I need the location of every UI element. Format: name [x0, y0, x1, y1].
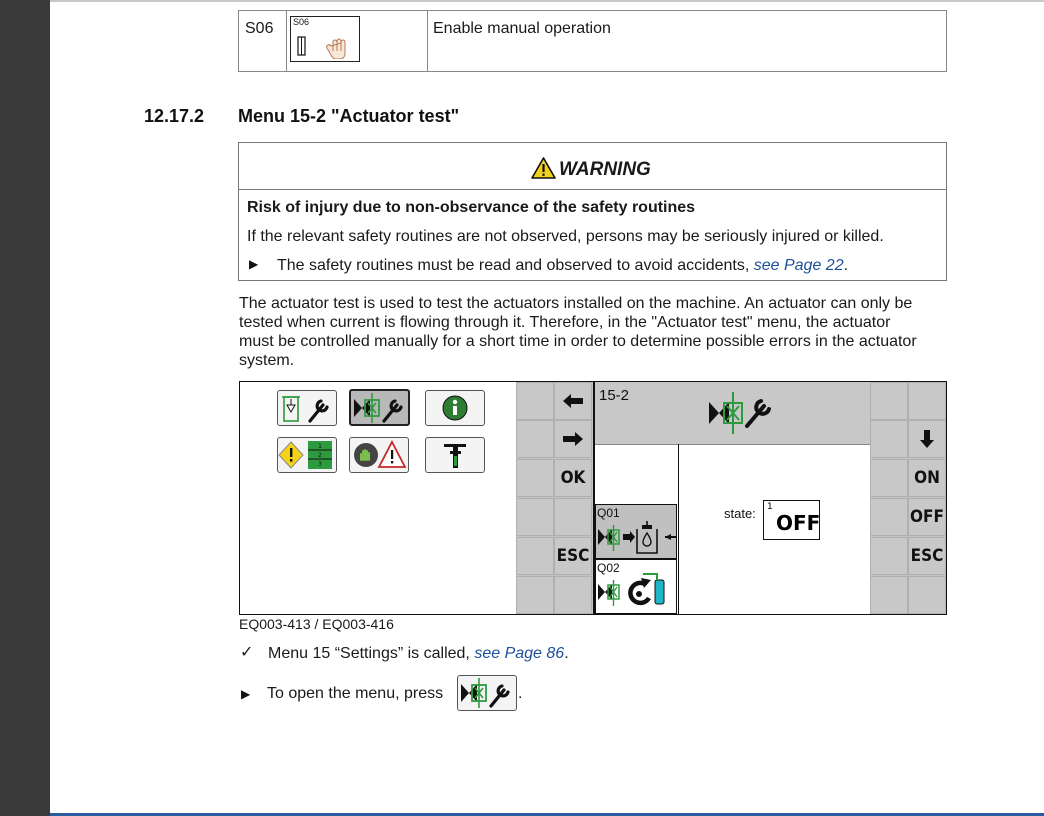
warning-instruction	[277, 256, 848, 275]
arrow-right-icon	[563, 432, 583, 446]
state-label: state:	[724, 506, 756, 521]
key-blank[interactable]	[870, 537, 908, 575]
diagnostics-list-icon	[277, 437, 337, 473]
component-table-row	[238, 10, 947, 72]
warning-header	[239, 143, 946, 190]
info-icon	[425, 390, 485, 426]
valve-rotation-icon	[597, 566, 677, 612]
precondition-text: Menu 15 “Settings” is called,	[268, 645, 470, 662]
key-blank[interactable]	[554, 576, 592, 614]
warning-link[interactable]: see Page 22	[753, 257, 844, 274]
component-description: Enable manual operation	[433, 20, 611, 37]
body-line: must be controlled manually for a short time in order to determine possible errors in the actuator	[239, 333, 917, 350]
key-blank[interactable]	[516, 498, 554, 536]
body-line: system.	[239, 352, 295, 369]
menu-number: 15-2	[599, 387, 630, 404]
figure-caption: EQ003-413 / EQ003-416	[239, 616, 394, 632]
on-key[interactable]: ON	[908, 459, 946, 497]
step-triangle-icon: ▶	[241, 687, 251, 701]
key-blank[interactable]	[870, 420, 908, 458]
component-code: S06	[245, 20, 274, 37]
off-key[interactable]: OFF	[908, 498, 946, 536]
section-title: Menu 15-2 "Actuator test"	[238, 106, 460, 126]
precondition-link[interactable]: see Page 86	[474, 645, 565, 662]
esc-key-right[interactable]: ESC	[908, 537, 946, 575]
warning-triangle-icon	[531, 157, 556, 179]
arrow-down-icon	[920, 430, 934, 448]
arrow-left-icon	[563, 394, 583, 408]
checkmark-icon: ✓	[240, 644, 254, 661]
document-page	[50, 0, 1044, 813]
menu-header	[595, 382, 870, 445]
item-label: Q01	[597, 506, 620, 520]
body-paragraph	[239, 294, 959, 370]
icon-cell	[286, 11, 428, 71]
section-number: 12.17.2	[144, 106, 205, 126]
actuator-test-header-icon	[707, 390, 779, 436]
esc-key-left[interactable]: ESC	[554, 537, 592, 575]
actuator-item-q02[interactable]	[595, 559, 677, 614]
key-blank[interactable]	[908, 382, 946, 420]
warning-heading: Risk of injury due to non-observance of the safety routines	[247, 199, 696, 216]
actuator-test-button-icon[interactable]	[457, 675, 517, 711]
icon-label: S06	[293, 17, 310, 27]
key-blank[interactable]	[516, 576, 554, 614]
precondition-end: .	[564, 645, 569, 662]
key-blank[interactable]	[870, 576, 908, 614]
emergency-stop-icon	[349, 437, 409, 473]
key-blank[interactable]	[554, 498, 592, 536]
code-cell	[239, 11, 287, 71]
item-label: Q02	[597, 561, 620, 575]
terminal-screen-illustration	[239, 381, 947, 615]
calibration-tool-icon	[425, 437, 485, 473]
state-index: 1	[767, 502, 773, 512]
bullet-triangle-icon: ▶	[249, 257, 259, 271]
key-blank[interactable]	[516, 382, 554, 420]
right-arrow-key[interactable]	[554, 420, 592, 458]
key-blank[interactable]	[516, 459, 554, 497]
key-blank[interactable]	[870, 382, 908, 420]
down-arrow-key[interactable]	[908, 420, 946, 458]
svg-text:3: 3	[318, 461, 322, 468]
step-end: .	[518, 685, 523, 702]
panel-divider	[678, 444, 679, 614]
key-blank[interactable]	[516, 537, 554, 575]
warning-instruction-end: .	[843, 257, 849, 274]
state-value: OFF	[776, 511, 821, 535]
key-blank[interactable]	[908, 576, 946, 614]
actuator-test-icon	[349, 389, 410, 426]
machine-settings-icon	[277, 390, 337, 426]
body-line: tested when current is flowing through it. Therefore, in the "Actuator test" menu, the actuator	[239, 314, 891, 331]
manual-operation-icon	[290, 16, 360, 62]
warning-box	[238, 142, 947, 281]
state-value-box	[763, 500, 820, 540]
warning-title: WARNING	[559, 159, 651, 180]
key-blank[interactable]	[516, 420, 554, 458]
key-blank[interactable]	[870, 459, 908, 497]
warning-instruction-text: The safety routines must be read and observed to avoid accidents,	[277, 257, 750, 274]
precondition-line	[268, 644, 569, 663]
step-text: To open the menu, press	[267, 685, 444, 702]
body-line: The actuator test is used to test the actuators installed on the machine. An actuator can only be	[239, 295, 913, 312]
svg-text:1: 1	[318, 443, 322, 450]
ok-key[interactable]: OK	[554, 459, 592, 497]
left-arrow-key[interactable]	[554, 382, 592, 420]
warning-text: If the relevant safety routines are not observed, persons may be seriously injured or killed.	[247, 228, 884, 245]
key-blank[interactable]	[870, 498, 908, 536]
svg-text:2: 2	[318, 452, 322, 459]
actuator-item-q01[interactable]	[595, 504, 677, 559]
valve-tank-icon	[597, 519, 677, 557]
